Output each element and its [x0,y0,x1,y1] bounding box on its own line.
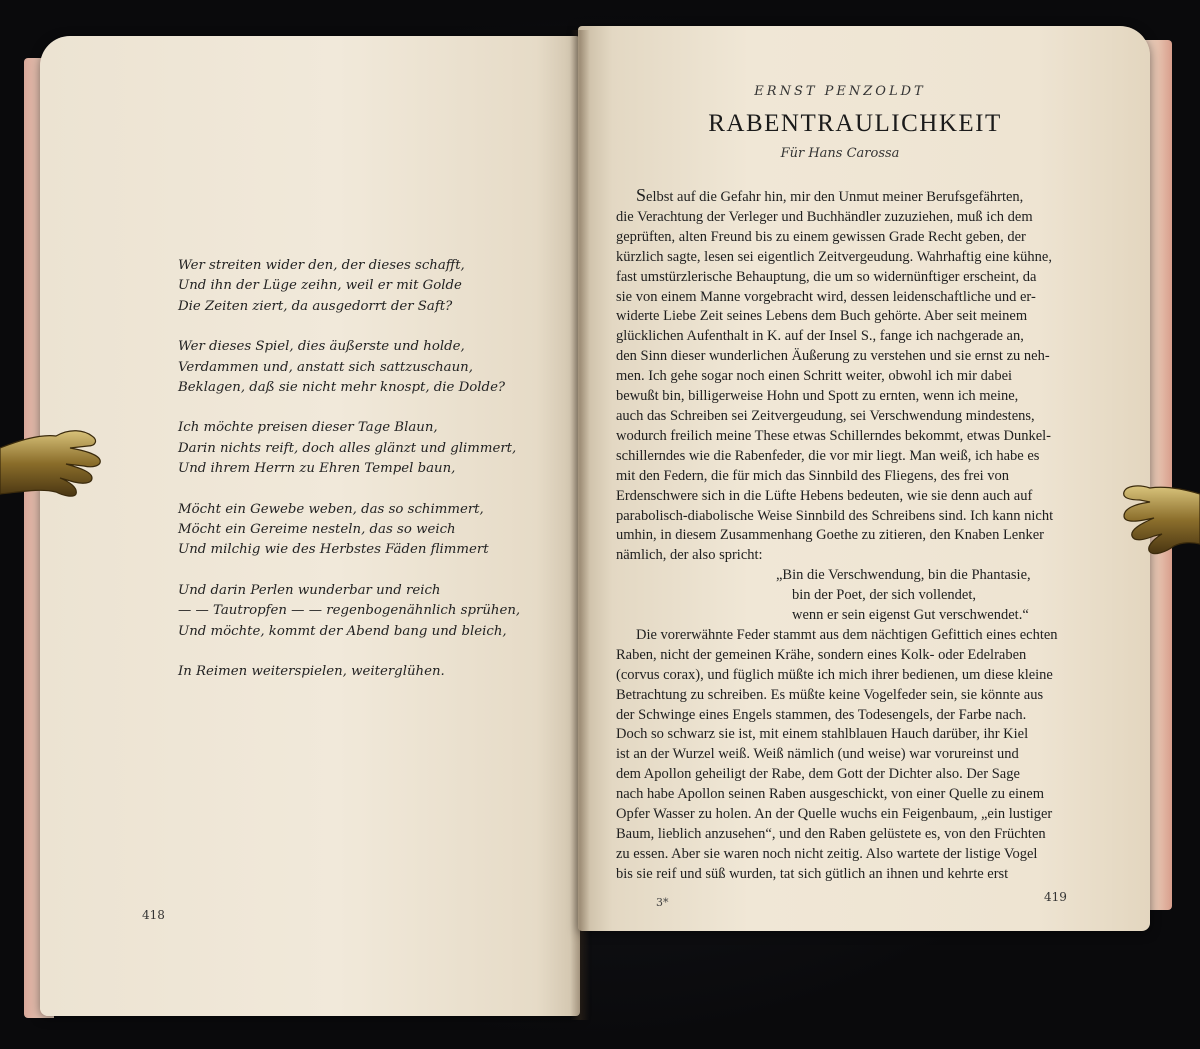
prose-line: Baum, lieblich anzusehen“, und den Raben gelüstete es, von den Früchten [616,826,1046,842]
prose-line: geprüften, alten Freund bis zu einem gewissen Grade Recht geben, der [616,228,1026,245]
prose-line: den Sinn dieser wunderlichen Äußerung zu verstehen und sie ernst zu neh- [616,348,1050,365]
poem-stanza [178,500,558,561]
poem-line: Wer dieses Spiel, dies äußerste und holde, [178,339,465,355]
poem-line: Und darin Perlen wunderbar und reich [178,582,441,598]
printer-signature: 3* [656,896,669,909]
poem-stanza [178,581,558,642]
prose-line: auch das Schreiben sei Zeitvergeudung, sei Verschwendung mindestens, [616,407,1035,424]
dedication: Für Hans Carossa [780,146,900,161]
prose-line: men. Ich gehe sogar noch einen Schritt weiter, obwohl ich mir dabei [616,368,1013,385]
poem-line: Wer streiten wider den, der dieses schafft, [178,258,465,273]
poem-line: Und ihrem Herrn zu Ehren Tempel baun, [178,461,456,477]
prose-line: (corvus corax), und füglich müßte ich mich ihrer bedienen, um diese kleine [616,666,1053,683]
prose-line: parabolisch-diabolische Weise Sinnbild des Schreibens sind. Ich kann nicht [616,507,1054,524]
poem-line: Beklagen, daß sie nicht mehr knospt, die Dolde? [178,380,506,396]
poem-stanza [178,662,558,682]
prose-line: Betrachtung zu schreiben. Es müßte keine Vogelfeder sein, sie könnte aus [616,686,1044,703]
verse-line: „Bin die Verschwendung, bin die Phantasie, [776,567,1031,584]
prose-body [616,186,1078,885]
verse-line: wenn er sein eigenst Gut verschwendet.“ [792,607,1029,624]
poem-line: Und milchig wie des Herbstes Fäden flimmert [178,542,489,558]
prose-line: ist an der Wurzel weiß. Weiß nämlich (und weise) war vorureinst und [616,746,1019,763]
prose-line: nach habe Apollon seinen Raben ausgeschickt, von einer Quelle zu einem [616,786,1045,803]
prose-line: Raben, nicht der gemeinen Krähe, sondern eines Kolk- oder Edelraben [616,646,1027,663]
prose-line: Doch so schwarz sie ist, mit einem stahlblauen Hauch darüber, ihr Kiel [616,726,1029,743]
prose-line: mit den Federn, die für mich das Sinnbild des Fliegens, des frei von [616,467,1010,484]
prose-line: kürzlich sagte, lesen sei eigentlich Zeitvergeudung. Wahrhaftig eine kühne, [616,248,1052,265]
poem [178,256,558,703]
poem-line: Die Zeiten ziert, da ausgedorrt der Saft? [178,298,453,314]
poem-line: Und möchte, kommt der Abend bang und bleich, [178,623,507,639]
poem-line: Möcht ein Gereime nesteln, das so weich [178,522,456,538]
poem-stanza [178,418,558,479]
poem-line: Möcht ein Gewebe weben, das so schimmert, [178,501,484,517]
poem-line: In Reimen weiterspielen, weiterglühen. [178,664,445,680]
poem-stanza [178,337,558,398]
poem-stanza [178,256,558,317]
verse-line: bin der Poet, der sich vollendet, [792,587,977,604]
prose-line: dem Apollon geheiligt der Rabe, dem Gott der Dichter also. Der Sage [616,766,1020,783]
brass-hand-right-icon [1120,476,1200,586]
prose-line: schillerndes wie die Rabenfeder, die vor mir liegt. Man weiß, ich habe es [616,447,1040,464]
prose-line: die Verachtung der Verleger und Buchhändler zuzuziehen, muß ich dem [616,208,1033,225]
prose-line: Selbst auf die Gefahr hin, mir den Unmut meiner Berufsgefährten, [636,185,1024,205]
prose-line: umhin, in diesem Zusammenhang Goethe zu zitieren, den Knaben Lenker [616,527,1045,544]
prose-line: bis sie reif und süß wurden, tat sich gütlich an ihnen und kehrte erst [616,865,1009,882]
prose-line: zu essen. Aber sie waren noch nicht zeitig. Also wartete der listige Vogel [616,845,1038,862]
prose-line: bewußt bin, billigerweise Hohn und Spott zu ernten, wenn ich meine, [616,388,1019,405]
prose-line: sie von einem Manne vorgebracht wird, dessen leidenschaftliche und er- [616,288,1036,305]
prose-line: wodurch freilich meine These etwas Schillerndes bekommt, etwas Dunkel- [616,427,1052,444]
prose-line: der Schwinge eines Engels stammen, des Todesengels, der Farbe nach. [616,706,1027,723]
prose-line: nämlich, der also spricht: [616,547,763,564]
book-spine-shadow [570,30,590,1020]
prose-line: Die vorerwähnte Feder stammt aus dem nächtigen Gefittich eines echten [636,626,1058,643]
poem-line: Und ihn der Lüge zeihn, weil er mit Golde [178,278,462,294]
prose-line: glücklichen Aufenthalt in K. auf der Insel S., fange ich nachgerade an, [616,328,1024,345]
page-number-left: 418 [142,908,165,922]
prose-line: fast umstürzlerische Behauptung, die um so widernünftiger erscheint, da [616,268,1037,285]
author-name: ERNST PENZOLDT [754,84,926,99]
poem-line: Darin nichts reift, doch alles glänzt und glimmert, [178,440,517,456]
poem-line: Ich möchte preisen dieser Tage Blaun, [178,420,438,436]
brass-hand-left-icon [0,418,104,514]
poem-line: — — Tautropfen — — regenbogenähnlich sprühen, [178,603,521,619]
page-number-right: 419 [1044,890,1067,904]
prose-line: widerte Liebe Zeit seines Lebens dem Buch gehörte. Aber seit meinem [616,308,1028,325]
chapter-title: RABENTRAULICHKEIT [708,110,1002,137]
poem-line: Verdammen und, anstatt sich sattzuschaun, [178,359,473,375]
prose-line: Opfer Wasser zu holen. An der Quelle wuchs ein Feigenbaum, „ein lustiger [616,806,1053,823]
prose-line: Erdenschwere sich in die Lüfte Hebens bedeuten, wie sie denn auch auf [616,487,1033,504]
